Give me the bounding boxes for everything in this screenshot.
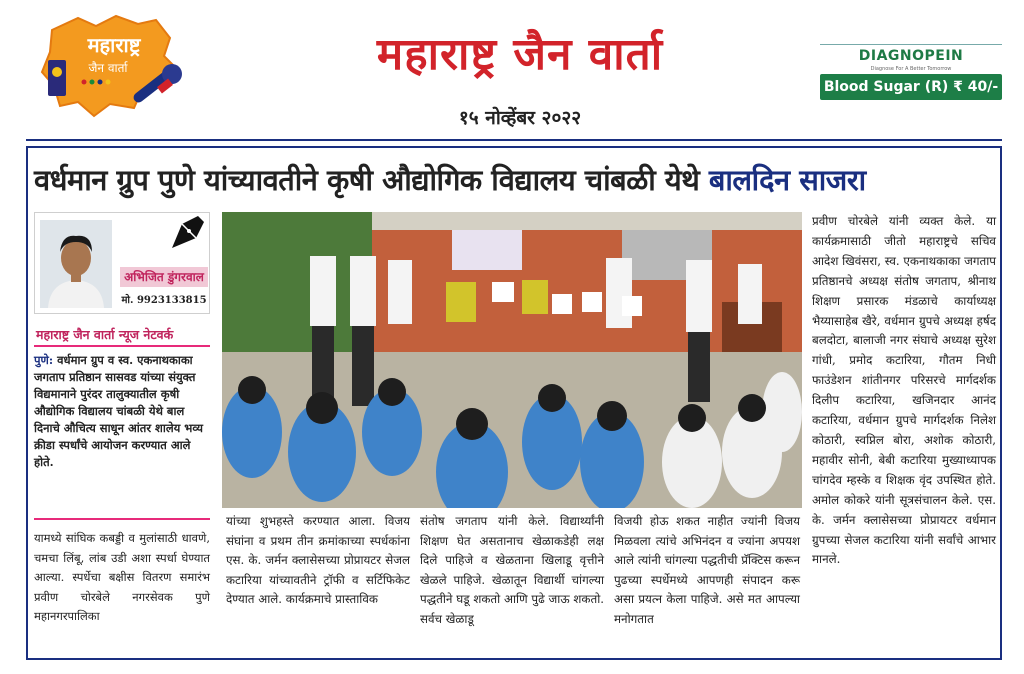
article-column-5: प्रवीण चोरबेले यांनी व्यक्त केले. या कार्यक्रमासाठी जीतो महाराष्ट्रचे सचिव आदेश खिवंसरा, स्व. एकनाथकाका जगताप प्रतिष्ठानचे अध्यक्ष संतोष जगताप, श्रीनाथ शिक्षण प्रसारक मंडळाचे कार्याध्यक्ष भैय्यासाहेब खैरे, वर्धमान ग्रुपचे अध्यक्ष हर्षद बलदोटा, बालाजी नगर संघाचे अध्यक्ष सुरेश गांधी, प्रमोद कटारिया, गौतम निधी फाउंडेशन शांतीनगर परिसरचे मार्गदर्शक दिलीप कटारिया, खजिनदार आनंद कटारिया, वर्धमान ग्रुपचे मार्गदर्शक निलेश कोठारी, स्वप्निल बोरा, अशोक कोठारी, महावीर सोनी, बेबी कटारिया मुख्याध्यापक चांगदेव म्हस्के व शिक्षक वृंद उपस्थित होते. अमोल कोकरे यांनी सूत्रसंचालन केले. एस. के. जर्मन क्लासेसच्या प्रोप्रायटर वर्धमान ग्रुपच्या सेजल कटारिया यांनी सर्वांचे आभार मानले. <box>812 214 996 567</box>
article-headline <box>34 158 994 202</box>
dateline: पुणे: <box>34 353 54 367</box>
logo-text: महाराष्ट्र <box>87 33 141 57</box>
lede-text: वर्धमान ग्रुप व स्व. एकनाथकाका जगताप प्रतिष्ठान सासवड यांच्या संयुक्त विद्यमानाने पुरंदर तालुक्यातील कृषी औद्योगिक विद्यालय चांबळी येथे बाल दिनाचे औचित्य साधून आंतर शालेय भव्य क्रीडा स्पर्धांचे आयोजन करण्यात आले होते. <box>34 353 203 469</box>
divider <box>34 518 210 520</box>
article-lede <box>34 352 210 471</box>
masthead-rule <box>26 139 1002 141</box>
ad-offer: Blood Sugar (R) ₹ 40/- <box>820 74 1002 100</box>
article-column-1: यामध्ये सांघिक कबड्डी व मुलांसाठी धावणे, चमचा लिंबू, लांब उडी अशा स्पर्धा घेण्यात आल्या. स्पर्धेचा बक्षीस वितरण समारंभ प्रवीण चोरबेले नगरसेवक पुणे महानगरपालिका <box>34 531 210 623</box>
advertisement[interactable] <box>820 44 1002 102</box>
ad-tagline: Diagnose For A Better Tomorrow <box>870 66 952 72</box>
masthead-logo <box>38 12 190 120</box>
headline-accent: बालदिन साजरा <box>708 163 866 197</box>
masthead-date: १५ नोव्हेंबर २०२२ <box>458 107 582 129</box>
ad-brand: DIAGNOPEIN <box>858 48 964 64</box>
article-column-2: यांच्या शुभहस्ते करण्यात आला. विजय संघांना व प्रथम तीन क्रमांकाच्या स्पर्धकांना एस. के. जर्मन क्लासेसच्या प्रोप्रायटर सेजल कटारिया यांच्यावतीने ट्रॉफी व सर्टिफिकेट देण्यात आले. कार्यक्रमाचे प्रास्ताविक <box>226 514 410 606</box>
masthead-title: महाराष्ट्र जैन वार्ता <box>376 29 664 80</box>
article-column-3: संतोष जगताप यांनी केले. विद्यार्थ्यांनी शिक्षण घेत असतानाच खेळाकडेही लक्ष दिले पाहिजे व खेळताना खिलाडू वृत्तीने खेळले पाहिजे. खेळातून विद्यार्थी चांगल्या पद्धतीने घडू शकतो आणि पुढे जाऊ शकतो. सर्वच खेळाडू <box>420 514 604 626</box>
author-name: अभिजित डुंगरवाल <box>120 267 208 287</box>
author-photo <box>40 220 112 308</box>
logo-subtext: जैन वार्ता <box>88 61 128 75</box>
divider <box>34 345 210 347</box>
event-photo <box>222 212 802 508</box>
article-column-4: विजयी होऊ शकत नाहीत ज्यांनी विजय मिळवला त्यांचे अभिनंदन व ज्यांना अपयश आले त्यांनी चांगल्या पद्धतीची प्रॅक्टिस करून पुढच्या स्पर्धेमध्ये आपणही संपादन करू असा प्रयत्न केला पाहिजे. असे मत आपल्या मनोगतात <box>614 514 800 626</box>
news-network-label: महाराष्ट्र जैन वार्ता न्यूज नेटवर्क <box>36 327 174 342</box>
author-phone: मो. 9923133815 <box>121 295 207 306</box>
headline-main: वर्धमान ग्रुप पुणे यांच्यावतीने कृषी औद्योगिक विद्यालय चांबळी येथे <box>34 163 700 197</box>
fountain-pen-icon <box>168 214 206 250</box>
